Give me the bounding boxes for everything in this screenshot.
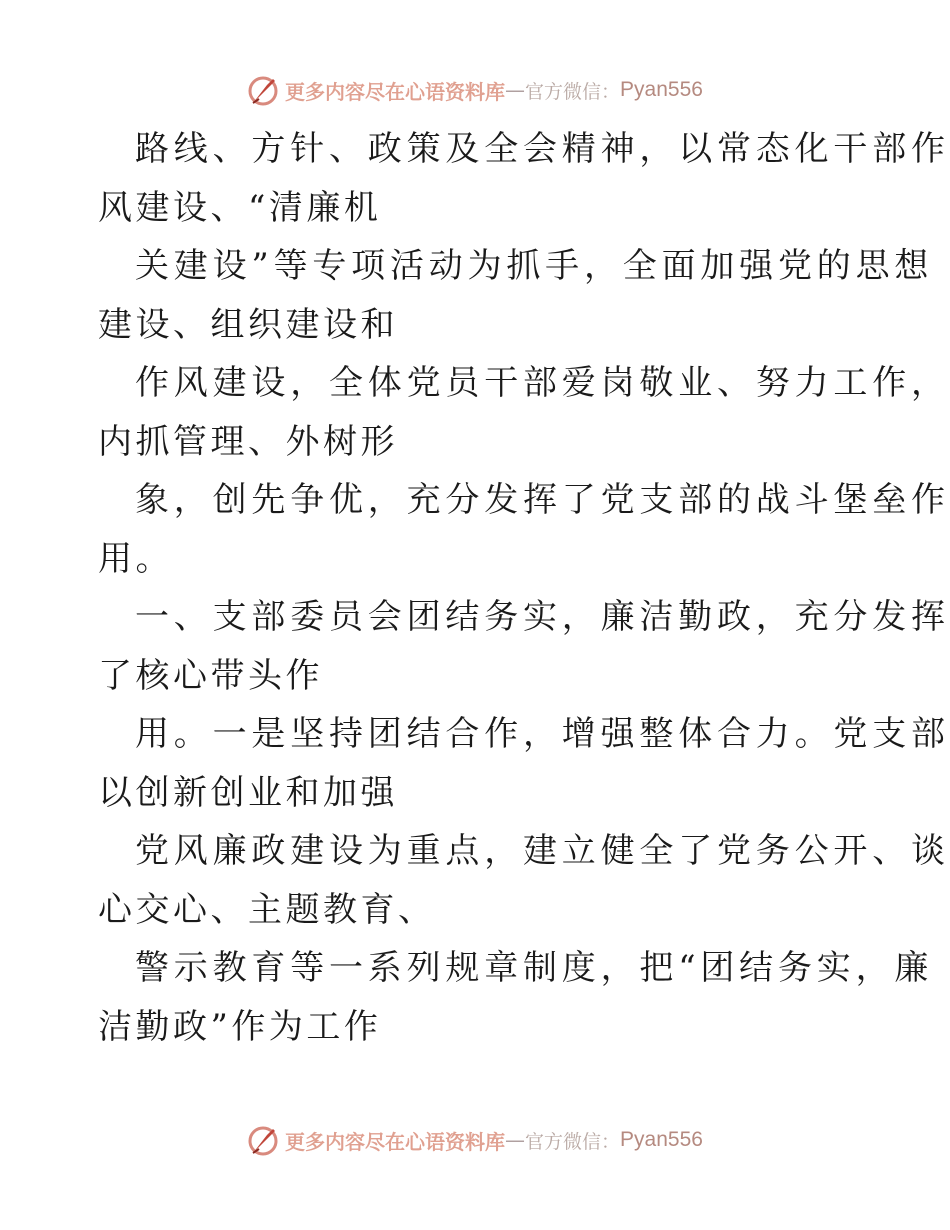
pen-logo-icon [247, 1123, 281, 1157]
watermark-dash: — [505, 78, 526, 102]
text-line: 警示教育等一系列规章制度，把“团结务实，廉 [135, 948, 934, 988]
watermark-label: 官方微信： [525, 1130, 621, 1153]
document-body [98, 120, 950, 1056]
watermark-label: 官方微信： [525, 80, 621, 103]
watermark-id: Pyan556 [620, 78, 703, 101]
text-line: 用。一是坚持团结合作，增强整体合力。党支部 [135, 714, 950, 754]
text-line: 内抓管理、外树形 [98, 421, 398, 462]
text-line: 建设、组织建设和 [98, 304, 398, 345]
watermark-title: 更多内容尽在心语资料库 [285, 79, 506, 104]
text-line: 洁勤政”作为工作 [98, 1006, 382, 1047]
watermark-id: Pyan556 [620, 1128, 703, 1151]
text-line: 象，创先争优，充分发挥了党支部的战斗堡垒作 [135, 480, 950, 520]
watermark-dash: — [505, 1128, 526, 1152]
text-line: 一、支部委员会团结务实，廉洁勤政，充分发挥 [135, 597, 950, 637]
watermark-title: 更多内容尽在心语资料库 [285, 1129, 506, 1154]
text-line: 党风廉政建设为重点，建立健全了党务公开、谈 [135, 831, 950, 871]
text-line: 用。 [98, 538, 173, 579]
footer-watermark [0, 1120, 950, 1160]
text-line: 心交心、主题教育、 [98, 889, 436, 930]
header-watermark [0, 70, 950, 110]
pen-logo-icon [247, 73, 281, 107]
text-line: 风建设、“清廉机 [98, 187, 382, 228]
text-line: 路线、方针、政策及全会精神，以常态化干部作 [135, 129, 950, 169]
text-line: 了核心带头作 [98, 655, 323, 696]
text-line: 以创新创业和加强 [98, 772, 398, 813]
text-line: 作风建设，全体党员干部爱岗敬业、努力工作， [135, 363, 950, 403]
text-line: 关建设”等专项活动为抓手，全面加强党的思想 [135, 246, 934, 286]
